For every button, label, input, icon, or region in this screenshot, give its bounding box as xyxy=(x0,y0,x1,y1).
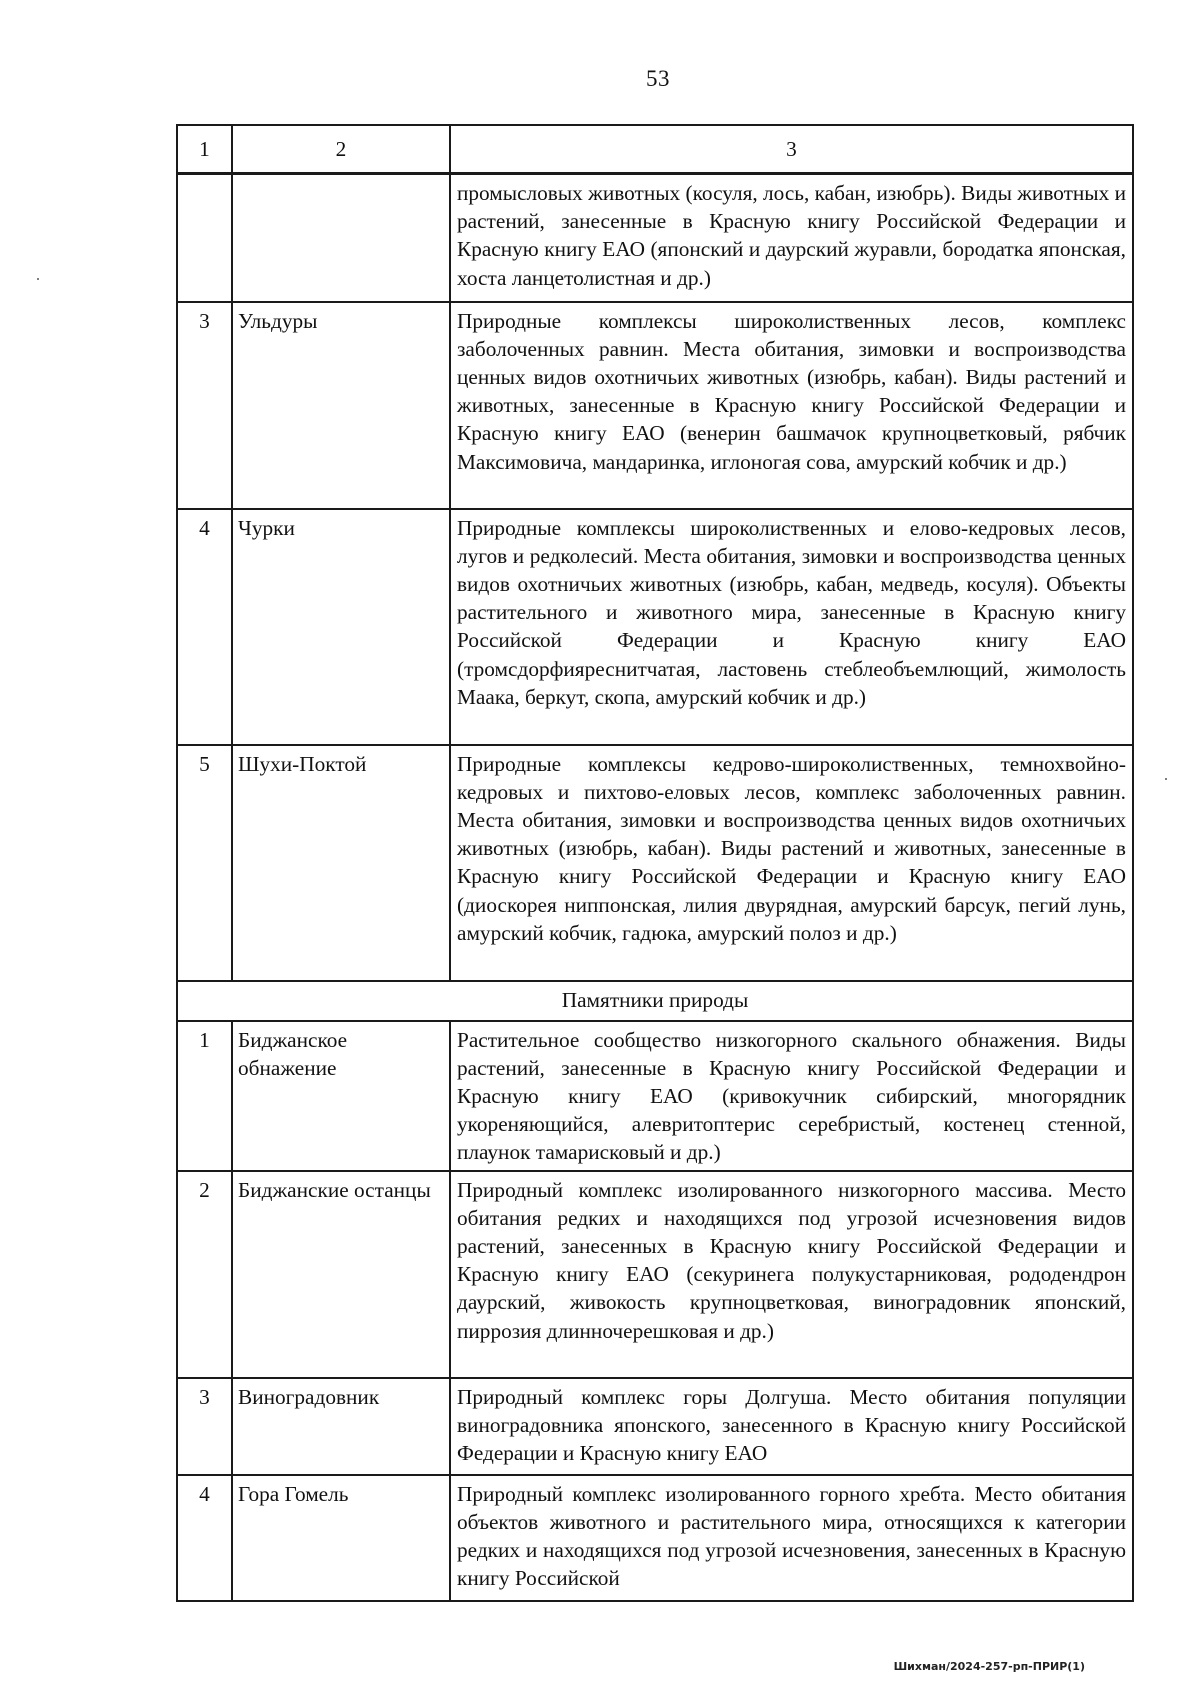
row-description: Природные комплексы кедрово-широколиственных, темнохвойно-кедровых и пихтово-еловых лесов, комплекс заболоченных равнин. Места обитания, зимовки и воспроизводства ценных видов охотничьих животных (изюбрь, кабан). Виды растений и животных, занесенные в Красную книгу Российской Федерации и Красную книгу ЕАО (диоскорея ниппонская, лилия двурядная, амурский барсук, пегий лунь, амурский кобчик, гадюка, амурский полоз и др.) xyxy=(450,745,1133,981)
table-row xyxy=(177,302,1133,509)
row-number xyxy=(177,174,232,302)
row-name: Биджанское обнажение xyxy=(232,1021,450,1171)
page-number: 53 xyxy=(646,66,670,91)
row-number: 3 xyxy=(177,1378,232,1475)
row-description: Природные комплексы широколиственных лесов, комплекс заболоченных равнин. Места обитания, зимовки и воспроизводства ценных видов охотничьих животных (изюбрь, кабан). Виды растений и животных, занесенные в Красную книгу Российской Федерации и Красную книгу ЕАО (венерин башмачок крупноцветковый, рябчик Максимовича, мандаринка, иглоногая сова, амурский кобчик и др.) xyxy=(450,302,1133,509)
header-col-1: 1 xyxy=(177,125,232,174)
table-header-row xyxy=(177,125,1133,174)
row-number: 4 xyxy=(177,509,232,745)
header-col-2: 2 xyxy=(232,125,450,174)
scan-speck xyxy=(1165,778,1167,780)
header-col-3: 3 xyxy=(450,125,1133,174)
document-code: Шихман/2024-257-рп-ПРИР(1) xyxy=(893,1660,1085,1673)
protected-areas-table xyxy=(176,124,1134,1602)
row-description: Природный комплекс изолированного горного хребта. Место обитания объектов животного и растительного мира, относящихся к категории редких и находящихся под угрозой исчезновения, занесенных в Красную книгу Российской xyxy=(450,1475,1133,1601)
table-row xyxy=(177,1171,1133,1378)
row-name: Гора Гомель xyxy=(232,1475,450,1601)
section-title: Памятники природы xyxy=(177,981,1133,1021)
row-description: промысловых животных (косуля, лось, кабан, изюбрь). Виды животных и растений, занесенные в Красную книгу Российской Федерации и Красную книгу ЕАО (японский и даурский журавли, бородатка японская, хоста ланцетолистная и др.) xyxy=(450,174,1133,302)
row-description: Растительное сообщество низкогорного скального обнажения. Виды растений, занесенные в Красную книгу Российской Федерации и Красную книгу ЕАО (кривокучник сибирский, многорядник укореняющийся, алевритоптерис серебристый, костенец стенной, плаунок тамарисковый и др.) xyxy=(450,1021,1133,1171)
row-description: Природный комплекс горы Долгуша. Место обитания популяции виноградовника японского, занесенного в Красную книгу Российской Федерации и Красную книгу ЕАО xyxy=(450,1378,1133,1475)
row-name: Биджанские останцы xyxy=(232,1171,450,1378)
section-row xyxy=(177,981,1133,1021)
row-name xyxy=(232,174,450,302)
row-description: Природные комплексы широколиственных и елово-кедровых лесов, лугов и редколесий. Места обитания, зимовки и воспроизводства ценных видов охотничьих животных (изюбрь, кабан, медведь, косуля). Объекты растительного и животного мира, занесенные в Красную книгу Российской Федерации и Красную книгу ЕАО (тромсдорфияреснитчатая, ластовень стеблеобъемлющий, жимолость Маака, беркут, скопа, амурский кобчик и др.) xyxy=(450,509,1133,745)
row-number: 1 xyxy=(177,1021,232,1171)
row-number: 4 xyxy=(177,1475,232,1601)
row-description: Природный комплекс изолированного низкогорного массива. Место обитания редких и находящихся под угрозой исчезновения видов растений, занесенных в Красную книгу Российской Федерации и Красную книгу ЕАО (секуринега полукустарниковая, рододендрон даурский, живокость крупноцветковая, виноградовник японский, пиррозия длинночерешковая и др.) xyxy=(450,1171,1133,1378)
table-row xyxy=(177,1475,1133,1601)
table-row xyxy=(177,1378,1133,1475)
row-number: 3 xyxy=(177,302,232,509)
table-row xyxy=(177,1021,1133,1171)
row-name: Ульдуры xyxy=(232,302,450,509)
row-name: Шухи-Поктой xyxy=(232,745,450,981)
table-row xyxy=(177,174,1133,302)
table-row xyxy=(177,509,1133,745)
scan-speck xyxy=(37,278,39,280)
row-number: 2 xyxy=(177,1171,232,1378)
row-number: 5 xyxy=(177,745,232,981)
table-row xyxy=(177,745,1133,981)
row-name: Чурки xyxy=(232,509,450,745)
row-name: Виноградовник xyxy=(232,1378,450,1475)
